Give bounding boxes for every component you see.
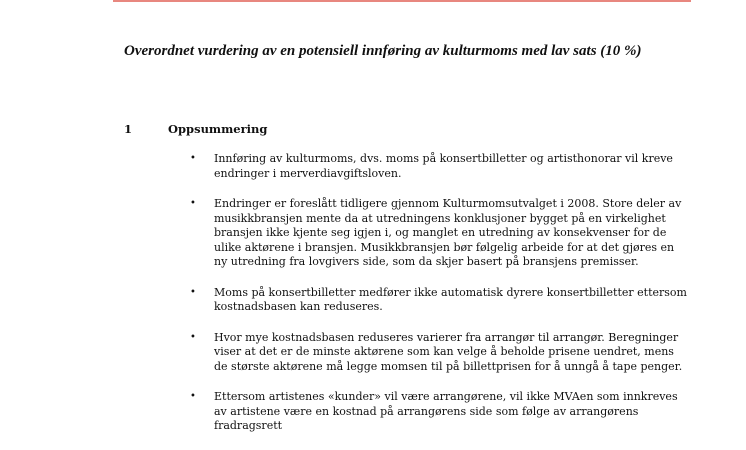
document-title: Overordnet vurdering av en potensiell innføring av kulturmoms med lav sats (10 %) (124, 43, 642, 59)
list-item-text: Moms på konsertbilletter medfører ikke automatisk dyrere konsertbilletter ettersom kostnadsbasen kan reduseres. (214, 285, 687, 313)
section-number: 1 (124, 122, 133, 136)
list-item (188, 197, 688, 270)
bullet-icon: • (190, 198, 196, 209)
list-item (188, 152, 688, 181)
summary-bullet-list (188, 152, 688, 450)
list-item-text: Innføring av kulturmoms, dvs. moms på konsertbilletter og artisthonorar vil kreve endringer i merverdiavgiftsloven. (214, 152, 673, 180)
bullet-icon: • (190, 153, 196, 164)
list-item (188, 286, 688, 315)
list-item-text: Ettersom artistenes «kunder» vil være arrangørene, vil ikke MVAen som innkreves av artistene være en kostnad på arrangørens side som følge av arrangørens fradragsrett (214, 390, 678, 432)
bullet-icon: • (190, 286, 196, 298)
list-item (188, 390, 688, 434)
list-item-text: Hvor mye kostnadsbasen reduseres varierer fra arrangør til arrangør. Beregninger viser at det er de minste aktørene som kan velge å beholde prisene uendret, mens de største aktørene må legge momsen til på billettprisen for å unngå å tape penger. (214, 330, 683, 373)
list-item (188, 331, 688, 375)
bullet-icon: • (190, 391, 196, 402)
list-item-text: Endringer er foreslått tidligere gjennom Kulturmomsutvalget i 2008. Store deler av musikkbransjen mente da at utredningens konklusjoner bygget på en virkelighet bransjen ikke kjente seg igjen i, og manglet en utredning av konsekvenser for de ulike aktørene i bransjen. Musikkbransjen bør følgelig arbeide for at det gjøres en ny utredning fra lovgivers side, som da skjer basert på bransjens premisser. (214, 197, 682, 268)
header-rule (113, 0, 691, 2)
section-title: Oppsummering (168, 122, 268, 136)
bullet-icon: • (190, 331, 196, 343)
